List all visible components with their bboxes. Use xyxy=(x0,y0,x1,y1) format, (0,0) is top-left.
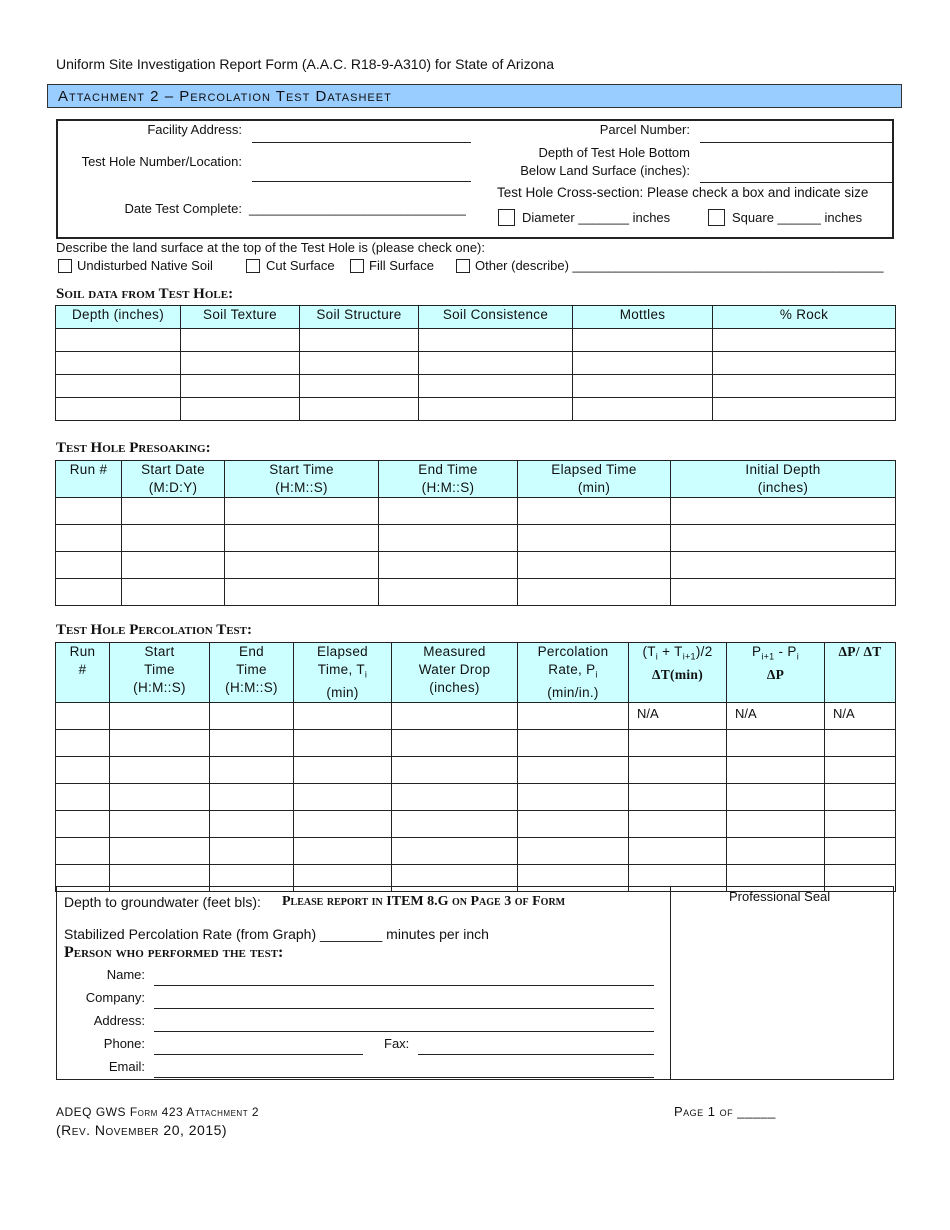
table-cell[interactable] xyxy=(294,756,392,783)
table-row xyxy=(56,702,896,729)
table-cell[interactable] xyxy=(518,579,671,606)
land-surface-prompt: Describe the land surface at the top of the Test Hole is (please check one): xyxy=(56,240,485,255)
table-cell[interactable] xyxy=(518,702,629,729)
person-heading: Person who performed the test: xyxy=(64,944,284,961)
table-cell[interactable] xyxy=(56,352,181,375)
date-test-field[interactable]: ______________________________ xyxy=(249,201,466,216)
table-cell[interactable] xyxy=(210,810,294,837)
table-row xyxy=(56,329,896,352)
header-line: (min/in.) xyxy=(547,684,599,700)
test-hole-field[interactable] xyxy=(252,181,471,182)
table-cell[interactable] xyxy=(181,375,300,398)
perc-col-measured xyxy=(392,643,518,703)
table-cell[interactable] xyxy=(300,375,419,398)
other-label: Other (describe) ___________________________________________ xyxy=(475,258,884,273)
table-cell[interactable] xyxy=(210,729,294,756)
soil-table xyxy=(55,305,896,421)
depth-label-1: Depth of Test Hole Bottom xyxy=(538,145,690,160)
perc-col-ratio xyxy=(825,643,896,703)
table-row xyxy=(56,352,896,375)
table-cell[interactable] xyxy=(379,579,518,606)
subscript: i xyxy=(595,669,598,680)
table-cell[interactable] xyxy=(419,398,573,421)
table-cell[interactable] xyxy=(518,729,629,756)
table-cell[interactable] xyxy=(56,756,110,783)
header-line: Time xyxy=(144,662,175,677)
depth-field[interactable] xyxy=(700,182,892,183)
table-cell[interactable] xyxy=(122,525,225,552)
table-cell[interactable] xyxy=(518,810,629,837)
table-cell[interactable] xyxy=(573,352,713,375)
soil-col-consistence: Soil Consistence xyxy=(419,306,573,329)
table-cell[interactable] xyxy=(294,702,392,729)
table-cell[interactable] xyxy=(225,498,379,525)
seal-divider xyxy=(670,886,671,1080)
footer-page: Page 1 of _____ xyxy=(674,1104,776,1119)
table-row xyxy=(56,552,896,579)
footer-revision: (Rev. November 20, 2015) xyxy=(56,1122,228,1138)
soil-col-structure: Soil Structure xyxy=(300,306,419,329)
company-field[interactable] xyxy=(154,1008,654,1009)
table-cell[interactable] xyxy=(110,837,210,864)
table-cell[interactable] xyxy=(110,729,210,756)
table-cell[interactable] xyxy=(573,398,713,421)
table-cell[interactable] xyxy=(56,783,110,810)
table-cell[interactable] xyxy=(727,756,825,783)
subscript: i xyxy=(655,651,659,662)
diameter-checkbox[interactable] xyxy=(498,209,515,226)
undisturbed-label: Undisturbed Native Soil xyxy=(77,258,213,273)
table-cell[interactable] xyxy=(518,498,671,525)
header-line: Elapsed xyxy=(317,644,368,659)
table-cell[interactable] xyxy=(573,375,713,398)
perc-col-delta-p xyxy=(727,643,825,703)
table-row xyxy=(56,525,896,552)
footer-form-id: ADEQ GWS Form 423 Attachment 2 xyxy=(56,1105,260,1119)
table-cell[interactable] xyxy=(122,498,225,525)
fax-label: Fax: xyxy=(384,1036,410,1051)
perc-col-start xyxy=(110,643,210,703)
table-cell[interactable] xyxy=(181,329,300,352)
table-row xyxy=(56,498,896,525)
table-cell[interactable] xyxy=(56,525,122,552)
header-line: Measured xyxy=(423,644,486,659)
table-row xyxy=(56,756,896,783)
table-cell[interactable] xyxy=(181,352,300,375)
perc-col-elapsed xyxy=(294,643,392,703)
soil-col-depth: Depth (inches) xyxy=(56,306,181,329)
other-checkbox[interactable] xyxy=(456,259,470,273)
table-cell[interactable] xyxy=(518,756,629,783)
parcel-number-field[interactable] xyxy=(700,142,892,143)
table-cell[interactable] xyxy=(573,329,713,352)
header-line: End Time xyxy=(418,462,478,477)
header-line: Elapsed Time xyxy=(551,462,637,477)
address-field[interactable] xyxy=(154,1031,654,1032)
table-cell[interactable] xyxy=(110,702,210,729)
table-cell[interactable] xyxy=(629,810,727,837)
header-line xyxy=(629,643,726,666)
table-cell[interactable] xyxy=(300,329,419,352)
table-cell[interactable] xyxy=(518,837,629,864)
table-cell[interactable] xyxy=(727,783,825,810)
table-cell[interactable] xyxy=(392,702,518,729)
table-cell[interactable] xyxy=(713,352,896,375)
header-line: (min) xyxy=(326,684,359,700)
table-cell[interactable] xyxy=(56,398,181,421)
table-cell[interactable] xyxy=(825,810,896,837)
table-cell[interactable] xyxy=(825,729,896,756)
groundwater-note: Please report in ITEM 8.G on Page 3 of Form xyxy=(282,894,566,909)
cut-surface-checkbox[interactable] xyxy=(246,259,260,273)
table-cell[interactable] xyxy=(300,398,419,421)
header-line: (H:M::S) xyxy=(225,680,278,695)
table-cell[interactable] xyxy=(392,783,518,810)
table-cell[interactable] xyxy=(419,352,573,375)
table-cell[interactable] xyxy=(294,810,392,837)
square-checkbox[interactable] xyxy=(708,209,725,226)
header-line: End xyxy=(239,644,264,659)
header-text: Time, T xyxy=(317,662,365,677)
table-cell[interactable] xyxy=(122,579,225,606)
na-cell: N/A xyxy=(727,702,825,729)
depth-label-2: Below Land Surface (inches): xyxy=(520,163,690,178)
header-line xyxy=(294,661,391,684)
header-line: (inches) xyxy=(429,680,480,695)
perc-col-delta-t xyxy=(629,643,727,703)
header-text: + T xyxy=(658,644,683,659)
table-row xyxy=(56,837,896,864)
na-cell: N/A xyxy=(629,702,727,729)
table-cell[interactable] xyxy=(392,756,518,783)
table-cell[interactable] xyxy=(56,375,181,398)
table-row xyxy=(56,375,896,398)
table-cell[interactable] xyxy=(825,783,896,810)
header-line: Start Date xyxy=(141,462,205,477)
parcel-number-label: Parcel Number: xyxy=(599,122,690,137)
header-line: (H:M::S) xyxy=(421,480,475,495)
fill-surface-checkbox[interactable] xyxy=(350,259,364,273)
header-line: ΔP/ ΔT xyxy=(838,644,882,659)
table-cell[interactable] xyxy=(629,756,727,783)
cross-section-label: Test Hole Cross-section: Please check a box and indicate size xyxy=(497,185,869,200)
email-label: Email: xyxy=(108,1059,145,1074)
table-cell[interactable] xyxy=(56,837,110,864)
table-cell[interactable] xyxy=(671,525,896,552)
form-title: Uniform Site Investigation Report Form (A.A.C. R18-9-A310) for State of Arizona xyxy=(56,56,554,72)
header-text: Rate, P xyxy=(548,662,596,677)
facility-address-label: Facility Address: xyxy=(147,122,242,137)
header-text: )/2 xyxy=(695,644,713,659)
stabilized-rate-label: Stabilized Percolation Rate (from Graph) ________ minutes per inch xyxy=(64,926,489,942)
table-cell[interactable] xyxy=(294,783,392,810)
facility-address-field[interactable] xyxy=(252,142,471,143)
table-row xyxy=(56,810,896,837)
header-line: (min) xyxy=(577,480,611,495)
presoak-col-initial-depth xyxy=(671,461,896,498)
table-cell[interactable] xyxy=(56,579,122,606)
header-text: (T xyxy=(642,644,656,659)
presoak-table xyxy=(55,460,896,606)
diameter-label: Diameter _______ inches xyxy=(522,210,671,225)
undisturbed-checkbox[interactable] xyxy=(58,259,72,273)
header-line: (M:D:Y) xyxy=(148,480,198,495)
table-row xyxy=(56,579,896,606)
table-cell[interactable] xyxy=(210,756,294,783)
table-cell[interactable] xyxy=(727,837,825,864)
table-cell[interactable] xyxy=(225,525,379,552)
table-cell[interactable] xyxy=(56,810,110,837)
presoak-col-elapsed xyxy=(518,461,671,498)
header-line xyxy=(727,643,824,666)
header-line: ΔP xyxy=(766,666,785,682)
table-row xyxy=(56,398,896,421)
header-text: P xyxy=(752,644,762,659)
table-cell[interactable] xyxy=(210,837,294,864)
presoak-col-start-time xyxy=(225,461,379,498)
header-line: Initial Depth xyxy=(745,462,821,477)
company-label: Company: xyxy=(85,990,145,1005)
table-cell[interactable] xyxy=(727,729,825,756)
header-line xyxy=(518,661,628,684)
table-cell[interactable] xyxy=(110,756,210,783)
table-cell[interactable] xyxy=(122,552,225,579)
perc-table xyxy=(55,642,896,892)
header-line: Percolation xyxy=(537,644,609,659)
subscript: i+1 xyxy=(682,651,696,662)
table-cell[interactable] xyxy=(419,329,573,352)
phone-label: Phone: xyxy=(103,1036,145,1051)
table-cell[interactable] xyxy=(671,498,896,525)
table-cell[interactable] xyxy=(392,729,518,756)
table-cell[interactable] xyxy=(419,375,573,398)
table-cell[interactable] xyxy=(300,352,419,375)
soil-heading: Soil data from Test Hole: xyxy=(56,286,234,302)
subscript: i xyxy=(364,669,368,680)
presoak-col-run xyxy=(56,461,122,498)
table-cell[interactable] xyxy=(56,498,122,525)
table-cell[interactable] xyxy=(210,702,294,729)
table-cell[interactable] xyxy=(518,525,671,552)
header-line: (inches) xyxy=(757,480,809,495)
table-cell[interactable] xyxy=(825,837,896,864)
name-label: Name: xyxy=(106,967,145,982)
table-cell[interactable] xyxy=(110,810,210,837)
square-label: Square ______ inches xyxy=(732,210,863,225)
fax-field[interactable] xyxy=(418,1054,654,1055)
phone-field[interactable] xyxy=(154,1054,363,1055)
attachment-title-bar xyxy=(47,84,902,108)
table-cell[interactable] xyxy=(379,498,518,525)
table-cell[interactable] xyxy=(110,783,210,810)
header-line: ΔT(min) xyxy=(651,666,704,682)
table-cell[interactable] xyxy=(671,579,896,606)
table-cell[interactable] xyxy=(825,756,896,783)
header-line: # xyxy=(78,662,87,677)
table-cell[interactable] xyxy=(392,837,518,864)
table-cell[interactable] xyxy=(225,579,379,606)
na-cell: N/A xyxy=(825,702,896,729)
table-cell[interactable] xyxy=(518,783,629,810)
subscript: i xyxy=(796,651,799,662)
table-cell[interactable] xyxy=(392,810,518,837)
table-cell[interactable] xyxy=(629,837,727,864)
table-cell[interactable] xyxy=(379,525,518,552)
table-cell[interactable] xyxy=(629,729,727,756)
header-line: (H:M::S) xyxy=(275,480,328,495)
table-cell[interactable] xyxy=(225,552,379,579)
table-cell[interactable] xyxy=(629,783,727,810)
presoak-heading: Test Hole Presoaking: xyxy=(56,440,211,456)
header-line: Run # xyxy=(69,462,108,477)
soil-col-mottles: Mottles xyxy=(573,306,713,329)
table-row xyxy=(56,783,896,810)
table-cell[interactable] xyxy=(56,552,122,579)
header-line: Run xyxy=(69,644,96,659)
header-line: Start Time xyxy=(269,462,334,477)
presoak-col-end-time xyxy=(379,461,518,498)
table-cell[interactable] xyxy=(294,837,392,864)
table-cell[interactable] xyxy=(713,375,896,398)
date-test-label: Date Test Complete: xyxy=(124,201,242,216)
seal-label: Professional Seal xyxy=(729,889,831,904)
fill-surface-label: Fill Surface xyxy=(369,258,435,273)
subscript: i+1 xyxy=(761,651,775,662)
professional-seal-area[interactable] xyxy=(672,908,892,1078)
name-field[interactable] xyxy=(154,985,654,986)
email-field[interactable] xyxy=(154,1077,654,1078)
header-text: - P xyxy=(774,644,797,659)
test-hole-label: Test Hole Number/Location: xyxy=(81,154,242,169)
table-cell[interactable] xyxy=(727,810,825,837)
table-cell[interactable] xyxy=(671,552,896,579)
perc-col-run xyxy=(56,643,110,703)
cut-surface-label: Cut Surface xyxy=(266,258,335,273)
perc-col-rate xyxy=(518,643,629,703)
header-line: Start xyxy=(144,644,175,659)
address-label: Address: xyxy=(93,1013,145,1028)
table-cell[interactable] xyxy=(56,329,181,352)
soil-col-texture: Soil Texture xyxy=(181,306,300,329)
header-line: Time xyxy=(236,662,267,677)
perc-heading: Test Hole Percolation Test: xyxy=(56,622,252,638)
groundwater-label: Depth to groundwater (feet bls): xyxy=(64,894,261,910)
attachment-title: Attachment 2 – Percolation Test Datasheet xyxy=(58,88,392,105)
table-cell[interactable] xyxy=(518,552,671,579)
table-cell[interactable] xyxy=(56,729,110,756)
table-cell[interactable] xyxy=(713,329,896,352)
table-cell[interactable] xyxy=(713,398,896,421)
table-cell[interactable] xyxy=(56,702,110,729)
header-line: (H:M::S) xyxy=(133,680,186,695)
table-cell[interactable] xyxy=(379,552,518,579)
table-cell[interactable] xyxy=(294,729,392,756)
table-row xyxy=(56,729,896,756)
soil-col-rock: % Rock xyxy=(713,306,896,329)
table-cell[interactable] xyxy=(181,398,300,421)
header-line: Water Drop xyxy=(418,662,491,677)
perc-col-end xyxy=(210,643,294,703)
table-cell[interactable] xyxy=(210,783,294,810)
presoak-col-start-date xyxy=(122,461,225,498)
